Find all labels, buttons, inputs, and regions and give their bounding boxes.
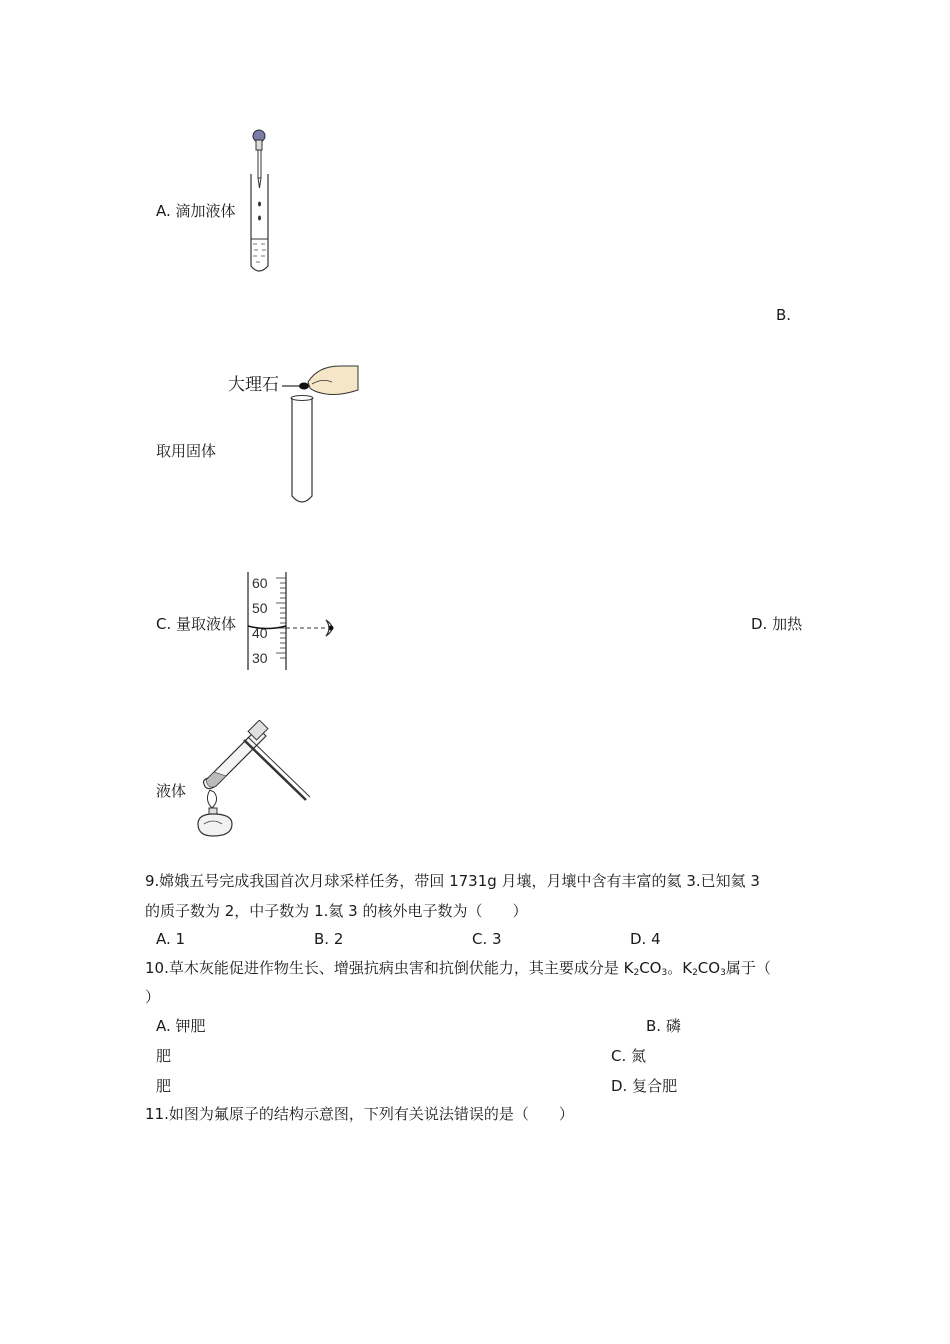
formula-co: CO [639, 959, 662, 977]
formula-subscript-2b: 2 [692, 968, 698, 978]
dropper-test-tube-figure [240, 126, 280, 278]
tick-label-50: 50 [252, 600, 268, 616]
q8-option-c: C. 量取液体 [156, 615, 237, 633]
tick-label-40: 40 [252, 625, 268, 641]
formula-subscript-3: 3 [661, 968, 668, 978]
q9-option-a: A. 1 [156, 930, 186, 948]
q8-option-d: D. 加热 [751, 615, 803, 633]
q11-line-1: 11.如图为氟原子的结构示意图，下列有关说法错误的是（ ） [145, 1105, 574, 1123]
solid-test-tube-figure [278, 360, 364, 508]
tick-label-60: 60 [252, 575, 268, 591]
q9-option-d: D. 4 [630, 930, 661, 948]
formula-co-b: CO [697, 959, 721, 977]
formula-subscript-2: 2 [633, 968, 640, 978]
q10-option-d: D. 复合肥 [611, 1077, 678, 1095]
formula-separator: 。K [667, 959, 693, 977]
q10-option-b-continued: 肥 [156, 1047, 172, 1065]
q9-line-2: 的质子数为 2，中子数为 1.氦 3 的核外电子数为（ ） [145, 902, 528, 920]
heating-liquid-figure [192, 720, 316, 842]
marble-label: 大理石 [228, 375, 279, 395]
q10-line-1 [145, 958, 771, 983]
graduated-cylinder-figure [242, 570, 346, 674]
q10-option-b: B. 磷 [646, 1017, 681, 1035]
tick-label-30: 30 [252, 650, 268, 666]
q9-option-b: B. 2 [314, 930, 344, 948]
q8-option-b: B. [776, 306, 792, 324]
q10-stem-tail: 属于（ [725, 959, 771, 977]
q10-option-a: A. 钾肥 [156, 1017, 206, 1035]
q10-line-2: ） [145, 988, 161, 1006]
q10-option-c-continued: 肥 [156, 1077, 172, 1095]
q9-option-c: C. 3 [472, 930, 502, 948]
q9-line-1: 9.嫦娥五号完成我国首次月球采样任务，带回 1731g 月壤，月壤中含有丰富的氦 3.已知氦 3 [145, 872, 760, 890]
q8-option-d-continued: 液体 [156, 782, 187, 800]
q8-option-a: A. 滴加液体 [156, 202, 236, 220]
formula-subscript-3b: 3 [720, 968, 726, 978]
q8-option-b-continued: 取用固体 [156, 442, 217, 460]
q10-stem: 10.草木灰能促进作物生长、增强抗病虫害和抗倒伏能力，其主要成分是 K [145, 959, 634, 977]
q10-option-c: C. 氮 [611, 1047, 647, 1065]
